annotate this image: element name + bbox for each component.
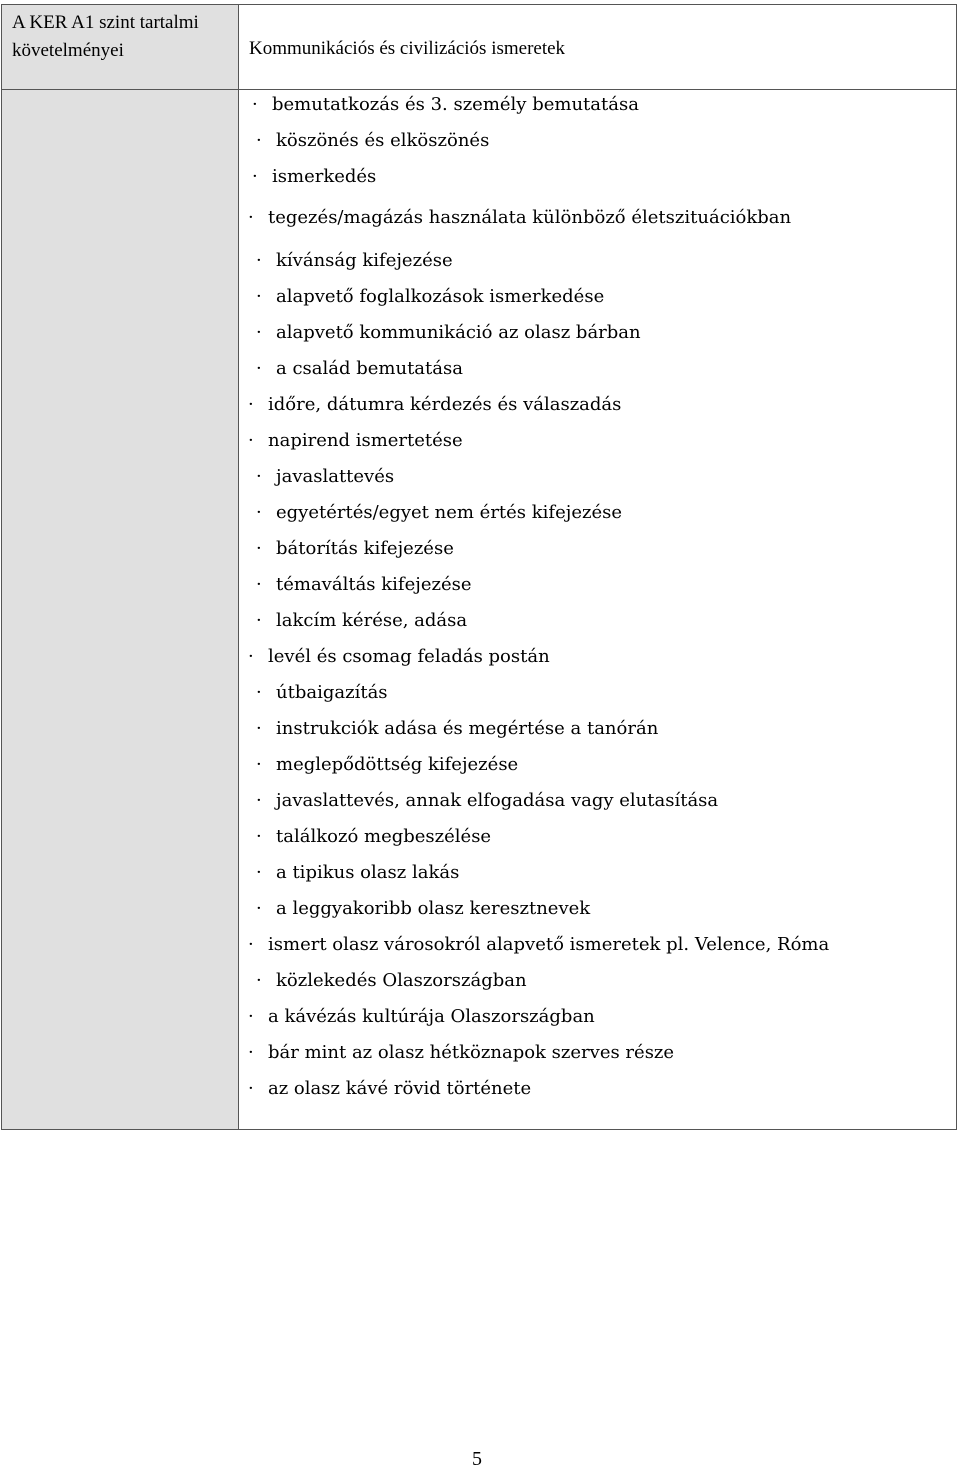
list-item-text: alapvető kommunikáció az olasz bárban bbox=[276, 322, 641, 343]
bullet-icon: · bbox=[256, 790, 262, 811]
bullet-icon: · bbox=[256, 466, 262, 487]
list-item bbox=[256, 537, 454, 561]
header-left-cell: A KER A1 szint tartalmi követelményei bbox=[12, 12, 199, 61]
list-item bbox=[256, 825, 491, 849]
bullet-icon: · bbox=[256, 358, 262, 379]
list-item-text: egyetértés/egyet nem értés kifejezése bbox=[276, 502, 622, 523]
bullet-icon: · bbox=[256, 610, 262, 631]
list-item bbox=[256, 789, 718, 813]
list-item bbox=[248, 933, 829, 957]
bullet-icon: · bbox=[248, 207, 254, 228]
bullet-icon: · bbox=[252, 94, 258, 115]
left-column bbox=[2, 5, 239, 1129]
list-item-text: közlekedés Olaszországban bbox=[276, 970, 527, 991]
list-item bbox=[248, 1041, 674, 1065]
page-number: 5 bbox=[472, 1448, 482, 1470]
list-item bbox=[256, 609, 467, 633]
list-item bbox=[248, 393, 621, 417]
bullet-icon: · bbox=[256, 574, 262, 595]
bullet-icon: · bbox=[256, 754, 262, 775]
list-item bbox=[248, 429, 463, 453]
list-item-text: időre, dátumra kérdezés és válaszadás bbox=[268, 394, 622, 415]
bullet-icon: · bbox=[248, 1042, 254, 1063]
list-item-text: bátorítás kifejezése bbox=[276, 538, 454, 559]
bullet-icon: · bbox=[248, 1006, 254, 1027]
bullet-icon: · bbox=[256, 322, 262, 343]
list-item bbox=[256, 573, 472, 597]
list-item-text: találkozó megbeszélése bbox=[276, 826, 492, 847]
list-item bbox=[256, 681, 388, 705]
list-item-text: ismert olasz városokról alapvető ismeretek pl. Velence, Róma bbox=[268, 934, 830, 955]
list-item bbox=[252, 93, 639, 117]
bullet-icon: · bbox=[256, 862, 262, 883]
list-item bbox=[256, 717, 658, 741]
header-row-divider bbox=[2, 89, 956, 90]
list-item bbox=[248, 1077, 531, 1101]
list-item-text: a kávézás kultúrája Olaszországban bbox=[268, 1006, 595, 1027]
list-item-text: az olasz kávé rövid története bbox=[268, 1078, 532, 1099]
bullet-icon: · bbox=[256, 502, 262, 523]
bullet-icon: · bbox=[248, 646, 254, 667]
list-item-text: bár mint az olasz hétköznapok szerves része bbox=[268, 1042, 675, 1063]
list-item-text: levél és csomag feladás postán bbox=[268, 646, 550, 667]
list-item-text: a család bemutatása bbox=[276, 358, 463, 379]
list-item-text: instrukciók adása és megértése a tanórán bbox=[276, 718, 659, 739]
list-item bbox=[256, 321, 641, 345]
list-item-text: javaslattevés, annak elfogadása vagy elutasítása bbox=[276, 790, 719, 811]
bullet-icon: · bbox=[248, 1078, 254, 1099]
list-item bbox=[252, 165, 376, 189]
list-item-text: meglepődöttség kifejezése bbox=[276, 754, 519, 775]
bullet-icon: · bbox=[248, 934, 254, 955]
bullet-icon: · bbox=[256, 718, 262, 739]
bullet-icon: · bbox=[256, 970, 262, 991]
header-right-cell: Kommunikációs és civilizációs ismeretek bbox=[249, 38, 566, 59]
list-item-text: javaslattevés bbox=[276, 466, 395, 487]
list-item bbox=[256, 501, 622, 525]
bullet-icon: · bbox=[256, 286, 262, 307]
list-item-text: kívánság kifejezése bbox=[276, 250, 453, 271]
bullet-icon: · bbox=[252, 166, 258, 187]
bullet-icon: · bbox=[256, 682, 262, 703]
list-item-text: köszönés és elköszönés bbox=[276, 130, 490, 151]
list-item bbox=[248, 1005, 595, 1029]
bullet-icon: · bbox=[256, 538, 262, 559]
list-item bbox=[256, 897, 590, 921]
list-item bbox=[256, 129, 489, 153]
list-item-text: lakcím kérése, adása bbox=[276, 610, 468, 631]
bullet-icon: · bbox=[256, 250, 262, 271]
list-item-text: alapvető foglalkozások ismerkedése bbox=[276, 286, 605, 307]
list-item bbox=[256, 465, 394, 489]
bullet-icon: · bbox=[256, 826, 262, 847]
list-item bbox=[256, 357, 463, 381]
list-item-text: bemutatkozás és 3. személy bemutatása bbox=[272, 94, 639, 115]
bullet-icon: · bbox=[256, 130, 262, 151]
list-item-text: napirend ismertetése bbox=[268, 430, 463, 451]
list-item bbox=[256, 249, 453, 273]
list-item bbox=[256, 861, 459, 885]
list-item-text: a tipikus olasz lakás bbox=[276, 862, 460, 883]
bullet-icon: · bbox=[248, 394, 254, 415]
list-item bbox=[248, 645, 550, 669]
list-item-text: ismerkedés bbox=[272, 166, 377, 187]
bullet-icon: · bbox=[256, 898, 262, 919]
bullet-icon: · bbox=[248, 430, 254, 451]
list-item-text: a leggyakoribb olasz keresztnevek bbox=[276, 898, 591, 919]
list-item bbox=[256, 969, 527, 993]
list-item-text: tegezés/magázás használata különböző életszituációkban bbox=[268, 207, 792, 228]
content-table bbox=[1, 4, 957, 1130]
list-item bbox=[256, 753, 518, 777]
list-item bbox=[248, 206, 791, 230]
list-item bbox=[256, 285, 604, 309]
list-item-text: témaváltás kifejezése bbox=[276, 574, 472, 595]
list-item-text: útbaigazítás bbox=[276, 682, 388, 703]
